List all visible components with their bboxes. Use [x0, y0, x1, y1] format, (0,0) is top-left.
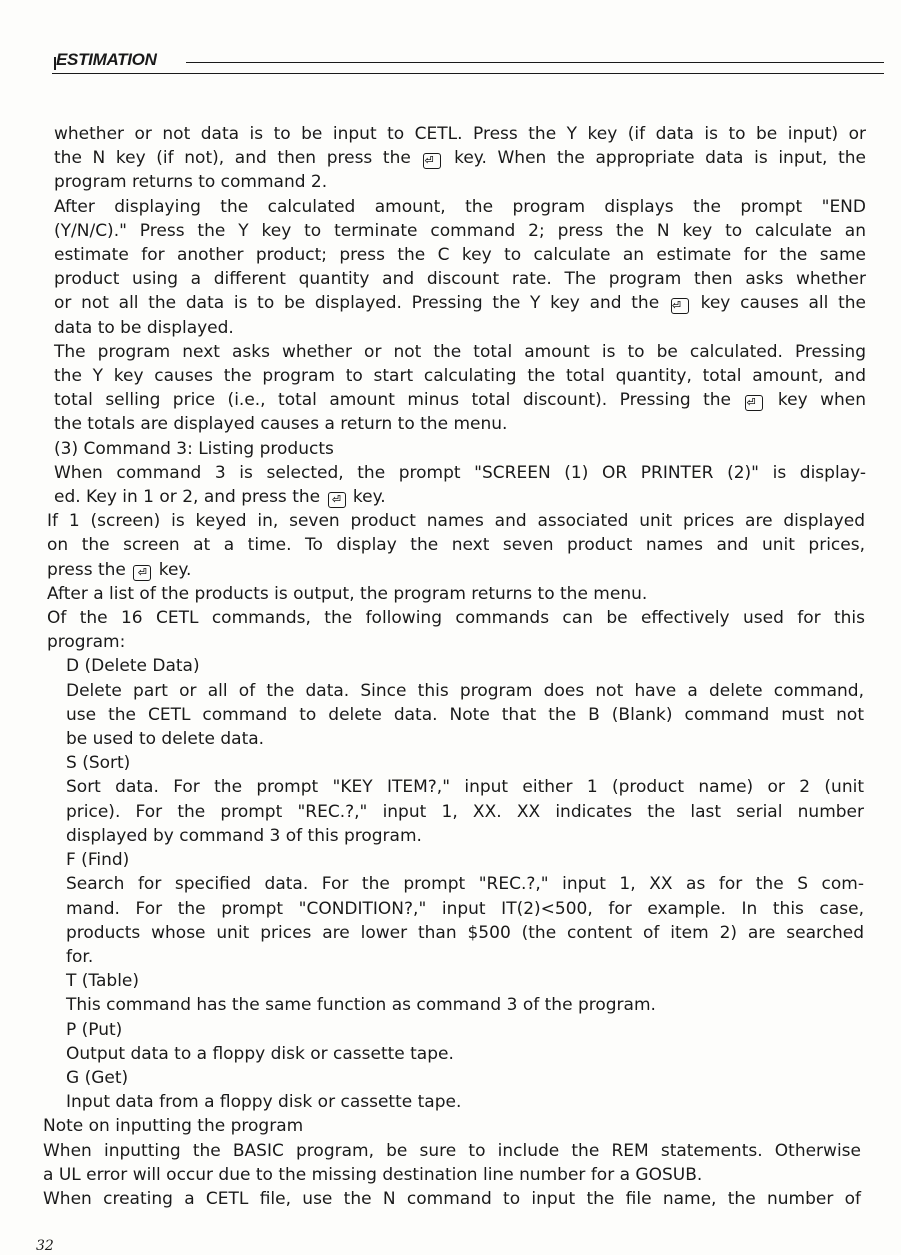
- text-line: products whose unit prices are lower than $500 (the content of item 2) are searched: [66, 922, 864, 943]
- command-heading: P (Put): [66, 1019, 123, 1040]
- text-line: data to be displayed.: [54, 317, 234, 338]
- enter-key-icon: ⏎: [423, 153, 441, 169]
- text-line: the N key (if not), and then press the ⏎ key. When the appropriate data is input, the: [54, 148, 866, 169]
- text-line: the Y key causes the program to start calculating the total quantity, total amount, and: [54, 366, 866, 387]
- enter-key-icon: ⏎: [671, 298, 689, 314]
- text-line: If 1 (screen) is keyed in, seven product names and associated unit prices are displayed: [47, 511, 865, 532]
- note-heading: Note on inputting the program: [43, 1116, 304, 1137]
- text-line: mand. For the prompt "CONDITION?," input IT(2)<500, for example. In this case,: [66, 898, 864, 919]
- text-line: a UL error will occur due to the missing destination line number for a GOSUB.: [43, 1164, 703, 1185]
- text-line: product using a different quantity and discount rate. The program then asks whether: [54, 269, 866, 290]
- text-line: Delete part or all of the data. Since this program does not have a delete command,: [66, 680, 864, 701]
- text-line: When command 3 is selected, the prompt "SCREEN (1) OR PRINTER (2)" is display-: [54, 462, 866, 483]
- text-line: Input data from a floppy disk or cassette tape.: [66, 1092, 462, 1113]
- text-line: When inputting the BASIC program, be sure to include the REM statements. Otherwise: [43, 1140, 861, 1161]
- text-line: use the CETL command to delete data. Note that the B (Blank) command must not: [66, 704, 864, 725]
- header-rule-lower: [52, 73, 884, 74]
- text-line: This command has the same function as command 3 of the program.: [66, 995, 656, 1016]
- page-body: [0, 122, 901, 1211]
- text-line: whether or not data is to be input to CETL. Press the Y key (if data is to be input) or: [54, 124, 866, 144]
- text-line: Sort data. For the prompt "KEY ITEM?," input either 1 (product name) or 2 (unit: [66, 777, 864, 798]
- text-line: program:: [47, 632, 126, 653]
- command-heading: G (Get): [66, 1067, 129, 1088]
- page-header-title: ESTIMATION: [56, 50, 157, 69]
- enter-key-icon: ⏎: [133, 565, 151, 581]
- enter-key-icon: ⏎: [745, 395, 763, 411]
- header-rule: [186, 62, 884, 63]
- text-line: press the ⏎ key.: [47, 559, 192, 580]
- text-line: or not all the data is to be displayed. Pressing the Y key and the ⏎ key causes all the: [54, 293, 866, 314]
- text-line: After displaying the calculated amount, the program displays the prompt "END: [54, 196, 866, 217]
- text-line: Search for specified data. For the prompt "REC.?," input 1, XX as for the S com-: [66, 874, 864, 895]
- text-line: on the screen at a time. To display the next seven product names and unit prices,: [47, 535, 865, 556]
- text-line: be used to delete data.: [66, 729, 265, 750]
- text-line: Of the 16 CETL commands, the following commands can be effectively used for this: [47, 608, 865, 629]
- section-heading: (3) Command 3: Listing products: [54, 438, 334, 459]
- command-heading: F (Find): [66, 850, 130, 871]
- text-line: for.: [66, 946, 94, 967]
- text-line: After a list of the products is output, the program returns to the menu.: [47, 583, 648, 604]
- text-line: When creating a CETL file, use the N command to input the file name, the number of: [43, 1188, 861, 1209]
- text-line: (Y/N/C)." Press the Y key to terminate command 2; press the N key to calculate an: [54, 220, 866, 241]
- enter-key-icon: ⏎: [328, 492, 346, 508]
- text-line: The program next asks whether or not the total amount is to be calculated. Pressing: [54, 341, 866, 362]
- command-heading: T (Table): [66, 971, 140, 992]
- text-line: ed. Key in 1 or 2, and press the ⏎ key.: [54, 487, 386, 508]
- command-heading: D (Delete Data): [66, 656, 200, 677]
- text-line: price). For the prompt "REC.?," input 1, XX. XX indicates the last serial number: [66, 801, 864, 822]
- text-line: displayed by command 3 of this program.: [66, 825, 422, 846]
- text-line: program returns to command 2.: [54, 172, 328, 193]
- text-line: the totals are displayed causes a return to the menu.: [54, 414, 508, 435]
- page-number: 32: [36, 1238, 54, 1254]
- text-line: Output data to a floppy disk or cassette tape.: [66, 1043, 454, 1064]
- text-line: estimate for another product; press the C key to calculate an estimate for the same: [54, 245, 866, 266]
- text-line: total selling price (i.e., total amount minus total discount). Pressing the ⏎ key when: [54, 390, 867, 411]
- command-heading: S (Sort): [66, 753, 131, 774]
